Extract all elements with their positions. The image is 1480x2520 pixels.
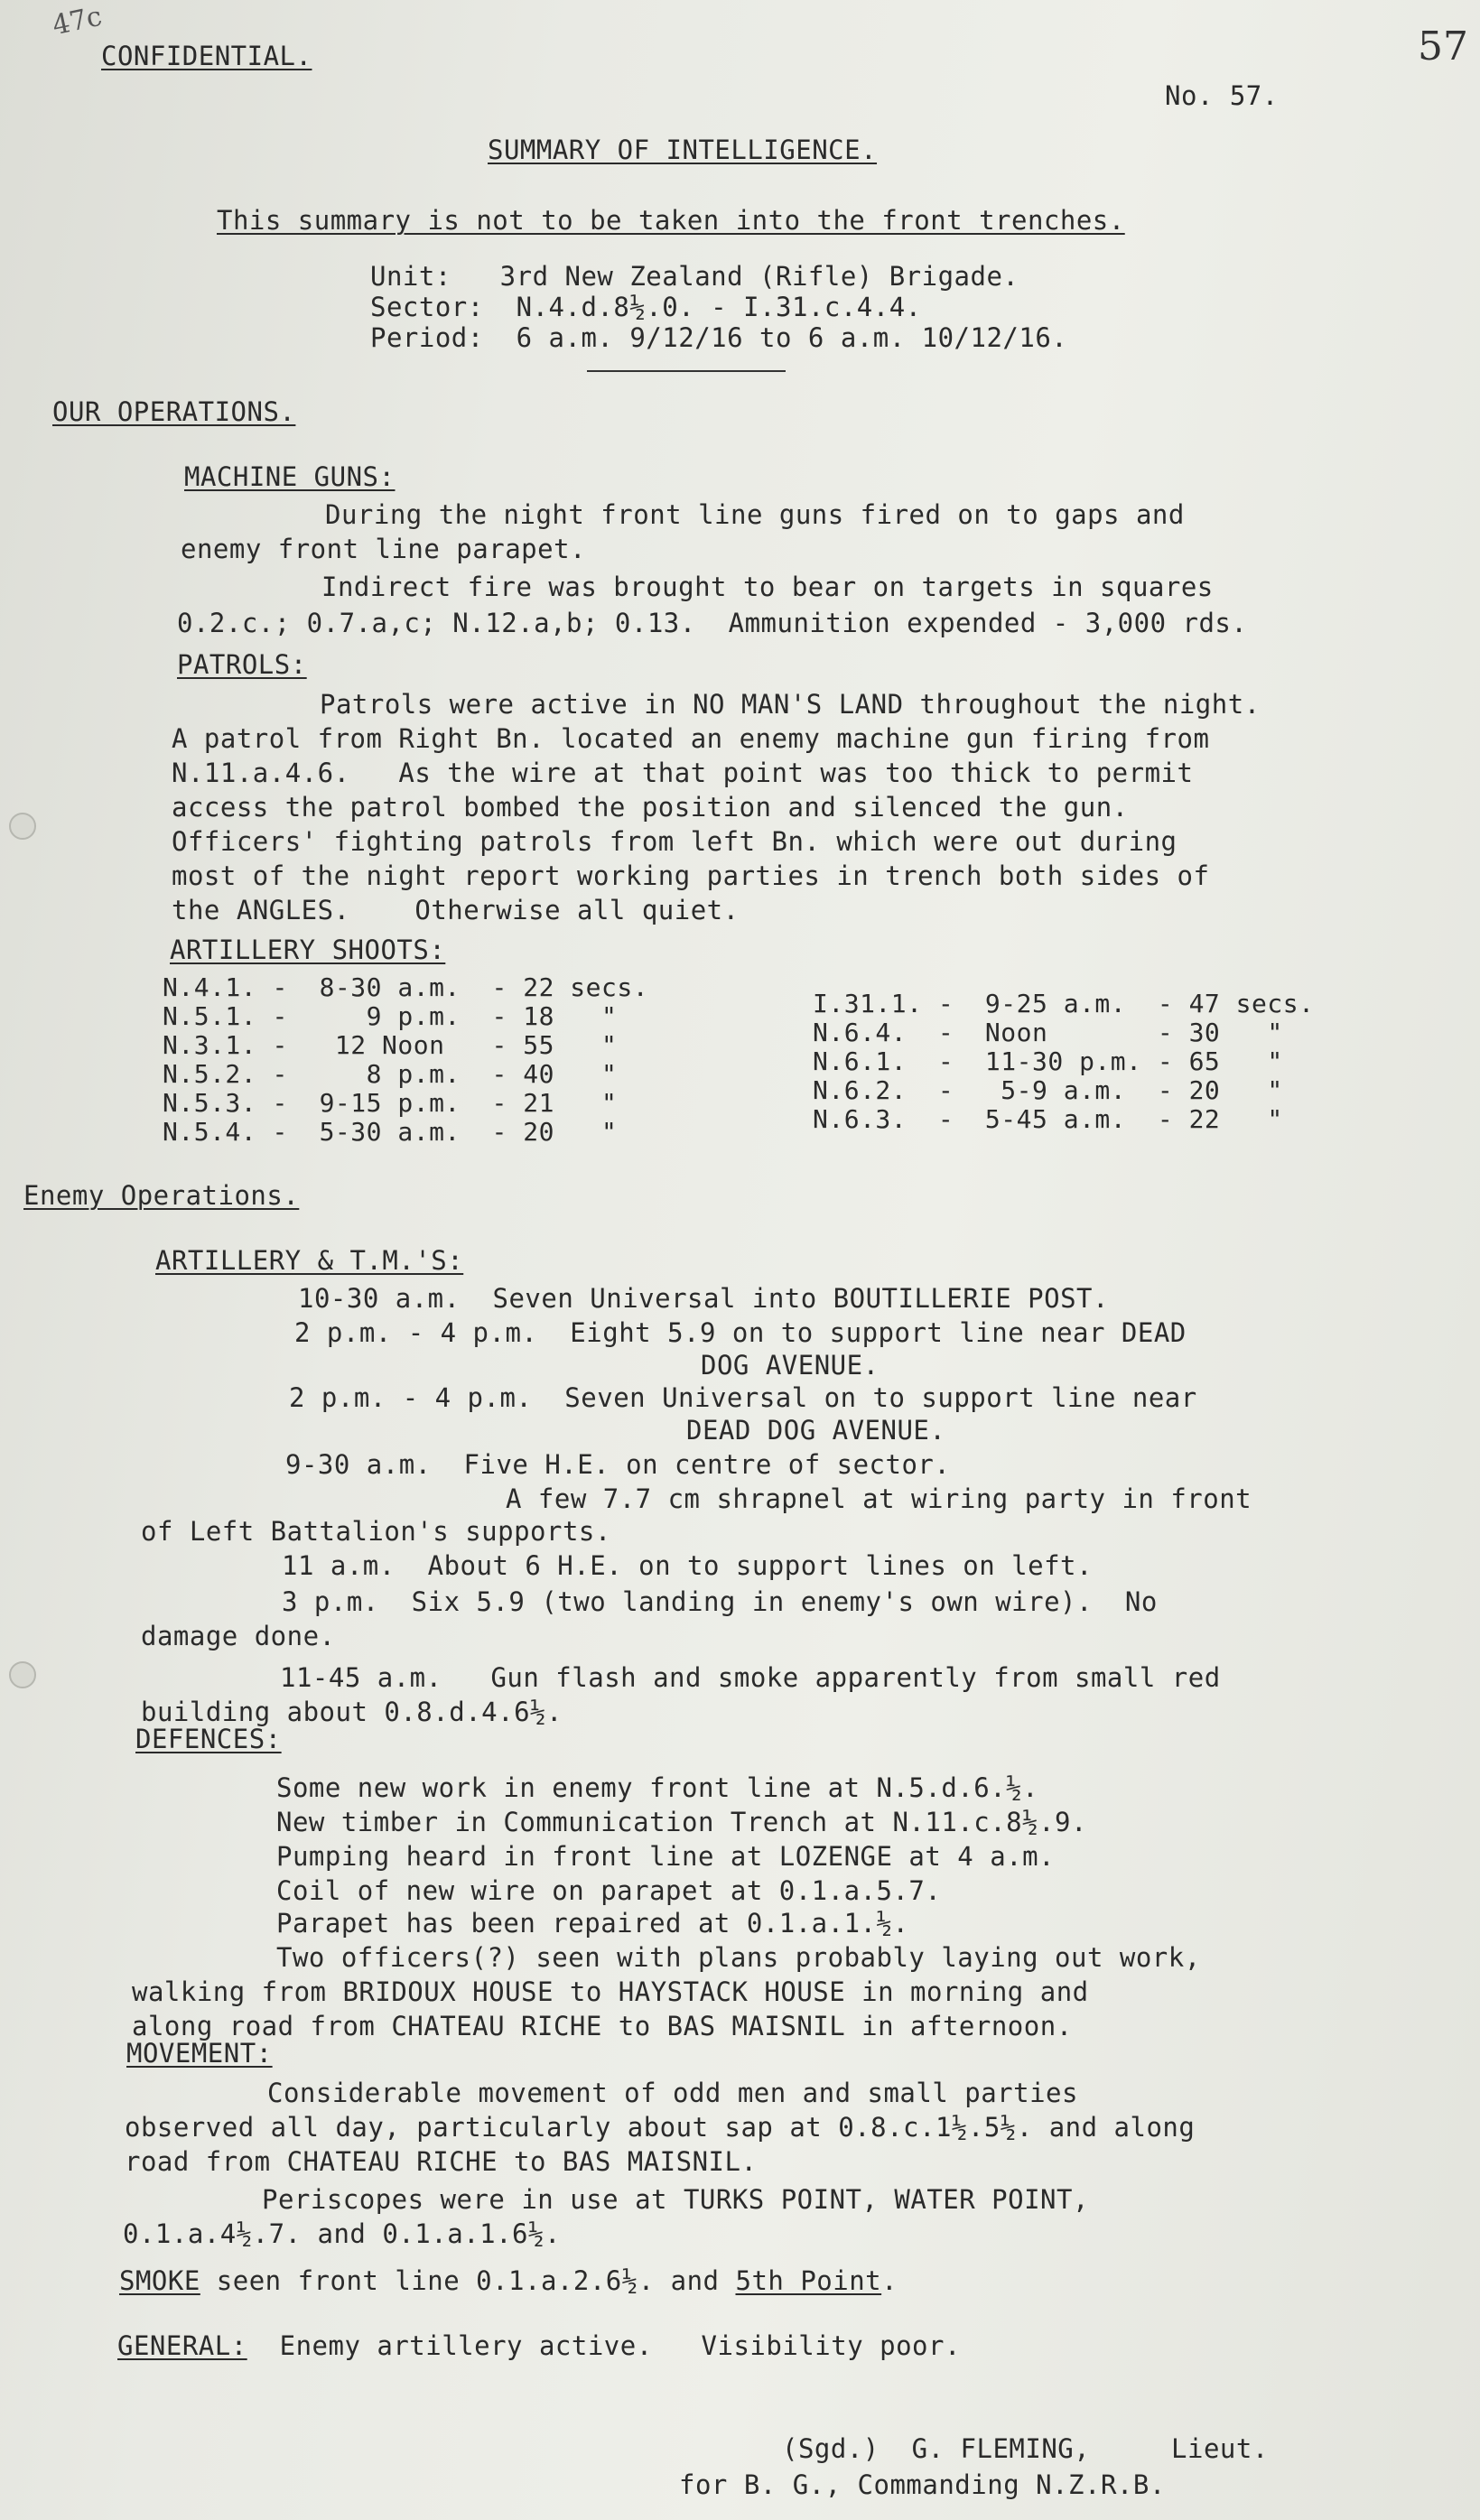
artillery-shoot-row: N.5.3. - 9-15 p.m. - 21 " bbox=[163, 1088, 618, 1118]
enemy-artillery-line-8: of Left Battalion's supports. bbox=[141, 1516, 611, 1547]
punch-hole-bottom bbox=[9, 1661, 36, 1688]
enemy-artillery-line-13: building about 0.8.d.4.6½. bbox=[141, 1697, 563, 1727]
enemy-artillery-line-11: damage done. bbox=[141, 1621, 336, 1651]
enemy-artillery-line-5: DEAD DOG AVENUE. bbox=[686, 1415, 946, 1446]
patrols-line-3: N.11.a.4.6. As the wire at that point was too thick to permit bbox=[172, 758, 1194, 788]
unit-line: Unit: 3rd New Zealand (Rifle) Brigade. bbox=[370, 261, 1019, 292]
sector-line: Sector: N.4.d.8½.0. - I.31.c.4.4. bbox=[370, 292, 922, 322]
page-number: 57 bbox=[1418, 23, 1468, 70]
patrols-heading: PATROLS: bbox=[177, 649, 307, 680]
movement-line-1: Considerable movement of odd men and small parties bbox=[267, 2078, 1078, 2108]
artillery-shoots-table bbox=[163, 973, 1463, 1147]
patrols-line-2: A patrol from Right Bn. located an enemy machine gun firing from bbox=[172, 723, 1210, 754]
signature-authority: for B. G., Commanding N.Z.R.B. bbox=[679, 2469, 1166, 2500]
artillery-shoot-row: N.6.3. - 5-45 a.m. - 22 " bbox=[813, 1104, 1283, 1134]
patrols-line-7: the ANGLES. Otherwise all quiet. bbox=[172, 895, 740, 925]
defences-line-7: walking from BRIDOUX HOUSE to HAYSTACK HOUSE in morning and bbox=[132, 1976, 1089, 2007]
machine-guns-line-1: During the night front line guns fired on to gaps and bbox=[325, 499, 1185, 530]
enemy-artillery-line-9: 11 a.m. About 6 H.E. on to support lines on left. bbox=[282, 1550, 1093, 1581]
enemy-artillery-line-7: A few 7.7 cm shrapnel at wiring party in front bbox=[506, 1483, 1252, 1514]
artillery-shoot-row: N.6.2. - 5-9 a.m. - 20 " bbox=[813, 1075, 1283, 1105]
artillery-shoot-row: N.6.1. - 11-30 p.m. - 65 " bbox=[813, 1046, 1283, 1076]
artillery-shoots-right-column bbox=[813, 973, 1463, 1147]
artillery-shoot-row: N.3.1. - 12 Noon - 55 " bbox=[163, 1030, 618, 1060]
artillery-shoot-row: N.5.2. - 8 p.m. - 40 " bbox=[163, 1059, 618, 1089]
artillery-shoot-row: N.5.4. - 5-30 a.m. - 20 " bbox=[163, 1117, 618, 1147]
general-text: Enemy artillery active. Visibility poor. bbox=[247, 2330, 961, 2361]
enemy-artillery-line-1: 10-30 a.m. Seven Universal into BOUTILLERIE POST. bbox=[298, 1283, 1109, 1314]
period-line: Period: 6 a.m. 9/12/16 to 6 a.m. 10/12/16. bbox=[370, 322, 1068, 353]
smoke-heading: SMOKE bbox=[119, 2265, 200, 2296]
patrols-line-4: access the patrol bombed the position and silenced the gun. bbox=[172, 792, 1129, 823]
defences-line-2: New timber in Communication Trench at N.11.c.8½.9. bbox=[276, 1807, 1087, 1837]
machine-guns-line-4: 0.2.c.; 0.7.a,c; N.12.a,b; 0.13. Ammunition expended - 3,000 rds. bbox=[177, 608, 1248, 638]
our-operations-heading: OUR OPERATIONS. bbox=[52, 396, 296, 427]
enemy-artillery-line-10: 3 p.m. Six 5.9 (two landing in enemy's own wire). No bbox=[282, 1586, 1158, 1617]
artillery-shoot-row: I.31.1. - 9-25 a.m. - 47 secs. bbox=[813, 989, 1315, 1018]
artillery-shoots-heading: ARTILLERY SHOOTS: bbox=[170, 935, 446, 965]
defences-heading: DEFENCES: bbox=[135, 1724, 282, 1754]
enemy-artillery-line-3: DOG AVENUE. bbox=[701, 1350, 880, 1381]
machine-guns-line-3: Indirect fire was brought to bear on targets in squares bbox=[321, 572, 1214, 602]
smoke-text: seen front line 0.1.a.2.6½. and bbox=[200, 2265, 736, 2296]
movement-line-3: road from CHATEAU RICHE to BAS MAISNIL. bbox=[125, 2146, 758, 2177]
enemy-artillery-line-12: 11-45 a.m. Gun flash and smoke apparently from small red bbox=[280, 1662, 1221, 1693]
general-line bbox=[117, 2329, 961, 2362]
general-heading: GENERAL: bbox=[117, 2330, 247, 2361]
archive-annotation: 47c bbox=[49, 0, 106, 42]
handling-warning: This summary is not to be taken into the front trenches. bbox=[217, 205, 1125, 236]
enemy-artillery-heading: ARTILLERY & T.M.'S: bbox=[155, 1245, 464, 1276]
enemy-operations-heading: Enemy Operations. bbox=[23, 1180, 300, 1211]
defences-line-5: Parapet has been repaired at 0.1.a.1.½. bbox=[276, 1908, 909, 1939]
machine-guns-line-2: enemy front line parapet. bbox=[181, 534, 586, 564]
artillery-shoot-row: N.5.1. - 9 p.m. - 18 " bbox=[163, 1001, 618, 1031]
movement-line-4: Periscopes were in use at TURKS POINT, WATER POINT, bbox=[262, 2184, 1089, 2215]
enemy-artillery-line-2: 2 p.m. - 4 p.m. Eight 5.9 on to support line near DEAD bbox=[294, 1317, 1187, 1348]
enemy-artillery-line-6: 9-30 a.m. Five H.E. on centre of sector. bbox=[285, 1449, 951, 1480]
machine-guns-heading: MACHINE GUNS: bbox=[184, 461, 396, 492]
classification-label: CONFIDENTIAL. bbox=[101, 41, 312, 71]
movement-line-5: 0.1.a.4½.7. and 0.1.a.1.6½. bbox=[123, 2218, 561, 2249]
patrols-line-1: Patrols were active in NO MAN'S LAND throughout the night. bbox=[320, 689, 1261, 720]
movement-heading: MOVEMENT: bbox=[126, 2038, 273, 2069]
artillery-shoot-row: N.4.1. - 8-30 a.m. - 22 secs. bbox=[163, 972, 649, 1002]
signature-line: (Sgd.) G. FLEMING, Lieut. bbox=[782, 2433, 1269, 2464]
document-title: SUMMARY OF INTELLIGENCE. bbox=[488, 135, 878, 165]
movement-line-2: observed all day, particularly about sap at 0.8.c.1½.5½. and along bbox=[125, 2112, 1196, 2143]
smoke-location: 5th Point bbox=[735, 2265, 882, 2296]
defences-line-1: Some new work in enemy front line at N.5.d.6.½. bbox=[276, 1772, 1039, 1803]
punch-hole-top bbox=[9, 813, 36, 840]
defences-line-6: Two officers(?) seen with plans probably laying out work, bbox=[276, 1942, 1201, 1973]
defences-line-8: along road from CHATEAU RICHE to BAS MAISNIL in afternoon. bbox=[132, 2011, 1073, 2041]
artillery-shoot-row: N.6.4. - Noon - 30 " bbox=[813, 1018, 1283, 1047]
smoke-line bbox=[119, 2264, 898, 2297]
artillery-shoots-left-column bbox=[163, 973, 813, 1147]
defences-line-3: Pumping heard in front line at LOZENGE at 4 a.m. bbox=[276, 1841, 1056, 1872]
defences-line-4: Coil of new wire on parapet at 0.1.a.5.7. bbox=[276, 1875, 942, 1906]
smoke-end: . bbox=[881, 2265, 898, 2296]
patrols-line-6: most of the night report working parties in trench both sides of bbox=[172, 860, 1210, 891]
enemy-artillery-line-4: 2 p.m. - 4 p.m. Seven Universal on to support line near bbox=[289, 1382, 1197, 1413]
report-number: No. 57. bbox=[1165, 80, 1279, 111]
patrols-line-5: Officers' fighting patrols from left Bn. which were out during bbox=[172, 826, 1177, 857]
title-divider bbox=[587, 370, 786, 372]
